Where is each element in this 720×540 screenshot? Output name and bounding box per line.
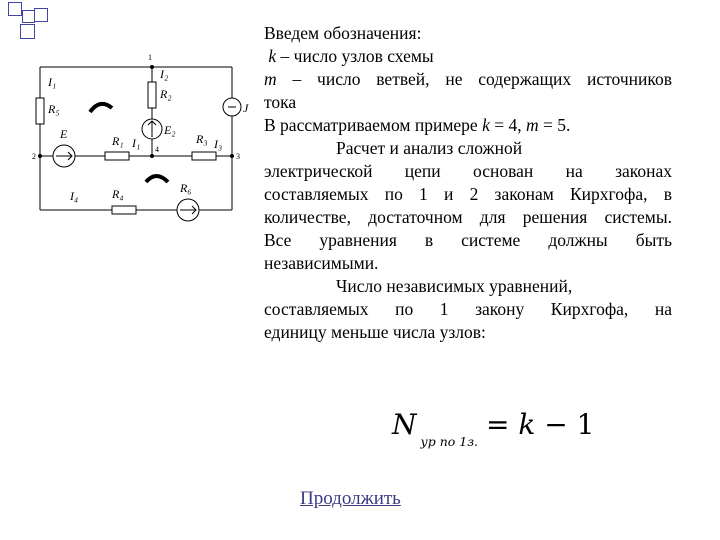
label-r6: R₆ [180,181,192,195]
label-r5: R₅ [48,102,60,116]
label-i1: I₁ [48,75,57,89]
continue-link[interactable]: Продолжить [300,488,401,509]
m-definition: m – число ветвей, не содержащих источников [264,69,672,89]
label-r1: R₁ [112,134,124,148]
label-e2: E₂ [164,123,176,137]
para1-line1: Расчет и анализ сложной [336,138,523,158]
mesh-arrow-2 [146,176,168,182]
resistor-r4 [112,206,136,214]
mesh-arrow-1 [90,104,112,112]
formula-rhs: = k − 1 [486,408,595,441]
example-line: В рассматриваемом примере k = 4, m = 5. [264,115,571,135]
para1-line4: количестве, достаточном для решения системы. [264,207,672,227]
definitions-block [264,22,672,344]
para2-line2: составляемых по 1 закону Кирхгофа, на [264,299,672,319]
label-r3: R₃ [196,132,208,146]
intro-line: Введем обозначения: [264,23,422,43]
para1-line3: составляемых по 1 и 2 законам Кирхгофа, в [264,184,672,204]
formula [392,408,595,449]
label-j: J [243,101,249,115]
resistor-r1 [105,152,129,160]
formula-subscript: ур по 1з. [420,434,479,449]
node-label-1: 1 [148,53,152,62]
node-label-2: 2 [32,152,36,161]
m-definition-cont: тока [264,92,297,112]
formula-symbol: N [392,408,417,441]
label-e1: E [60,127,68,141]
resistor-r2 [148,82,156,108]
para2-line3: единицу меньше числа узлов: [264,322,486,342]
para1-line6: независимыми. [264,253,379,273]
para1-line2: электрической цепи основан на законах [264,161,672,181]
label-i2: I₂ [160,67,169,81]
circuit-diagram [0,0,260,225]
k-definition: k – число узлов схемы [268,46,434,66]
resistor-r5 [36,98,44,124]
label-r2: R₂ [160,87,172,101]
label-i3: I₃ [214,137,223,151]
label-i4: I₄ [70,189,79,203]
para1-line5: Все уравнения в системе должны быть [264,230,672,250]
node-label-4: 4 [155,145,159,154]
label-i1b: I₁ [132,136,141,150]
para2-line1: Число независимых уравнений, [336,276,573,296]
label-r4: R₄ [112,187,124,201]
node-label-3: 3 [236,152,240,161]
resistor-r3 [192,152,216,160]
